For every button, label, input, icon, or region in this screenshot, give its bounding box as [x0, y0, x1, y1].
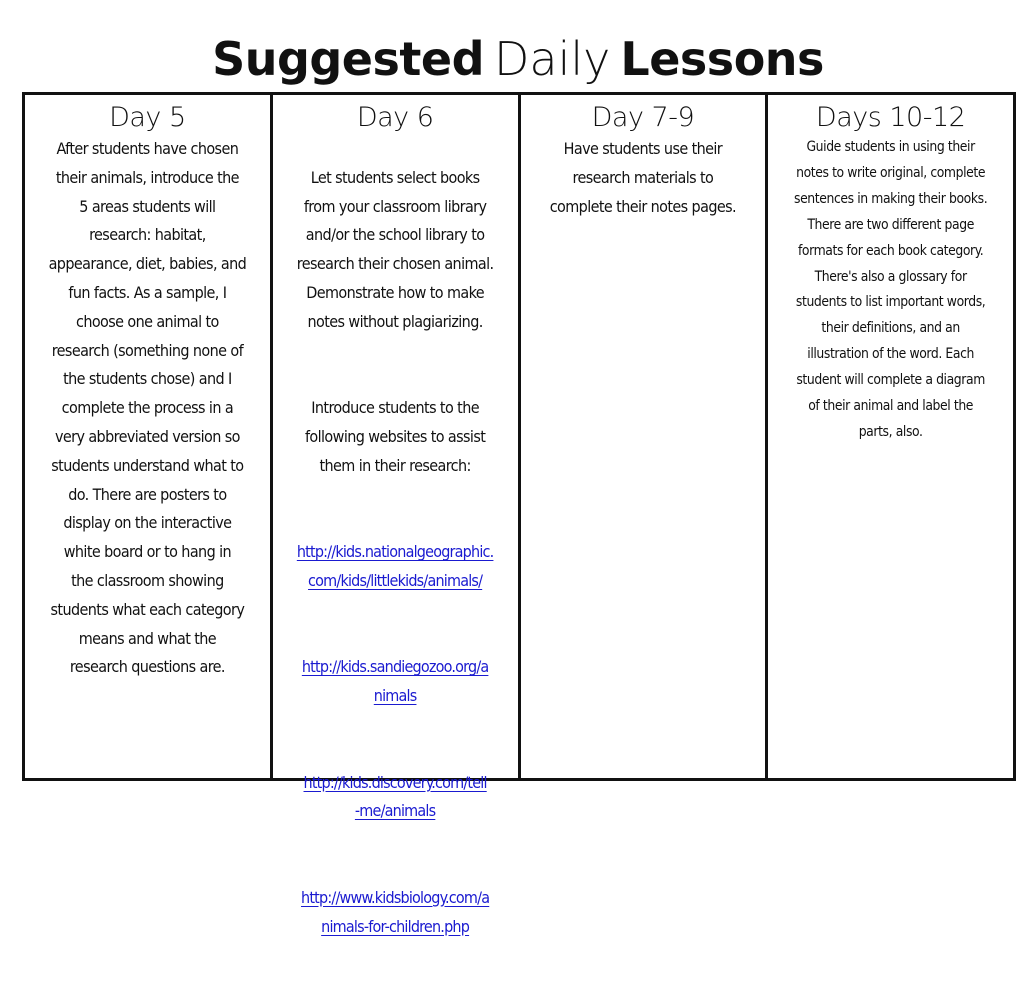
title-word-lessons: Lessons: [620, 32, 824, 86]
column-heading: Days 10-12: [815, 102, 966, 133]
column-day-6: [273, 95, 521, 936]
column-heading: Day 7-9: [591, 102, 695, 133]
column-text: Have students use their research materials to complete their notes pages.: [549, 139, 736, 216]
website-link-kidsbiology[interactable]: http://www.kidsbiology.com/a nimals-for-children.php: [301, 887, 490, 936]
column-text: Guide students in using their notes to write original, complete sentences in making their books. There are two different page formats for each book category. There's also a glossary for students to list important words, their definitions, and an illustration of the word. Each student will complete a diagram of their animal and label the parts, also.: [794, 139, 988, 440]
column-heading: Day 5: [109, 102, 186, 133]
title-word-suggested: Suggested: [212, 32, 485, 86]
column-heading: Day 6: [356, 102, 434, 133]
column-text: Let students select books from your classroom library and/or the school library to research their chosen animal. Demonstrate how to make notes without plagiarizing.: [296, 167, 494, 331]
column-days-10-12: [768, 95, 1013, 778]
website-link-san-diego-zoo[interactable]: http://kids.sandiegozoo.org/a nimals: [301, 657, 489, 706]
column-text: Introduce students to the following websites to assist them in their research:: [304, 398, 486, 475]
column-text-block: [279, 135, 512, 999]
column-text: After students have chosen their animals, introduce the 5 areas students will research: habitat, appearance, diet, babies, and fun facts. As a sample, I choose one animal to research (something none of the students chose) and I complete the process in a very abbreviated version so students understand what to do. There are posters to display on the interactive white board or to hang in the classroom showing students what each category means and what the research questions are.: [48, 139, 247, 677]
website-link-discovery[interactable]: http://kids.discovery.com/tell -me/animals: [303, 772, 487, 821]
column-day-5: [25, 95, 273, 778]
lessons-table: [22, 92, 1016, 936]
column-day-7-9: [521, 95, 769, 778]
title-word-daily: Daily: [494, 32, 611, 86]
page-title: [0, 24, 1036, 94]
website-link-national-geographic[interactable]: http://kids.nationalgeographic. com/kids/littlekids/animals/: [296, 542, 494, 590]
